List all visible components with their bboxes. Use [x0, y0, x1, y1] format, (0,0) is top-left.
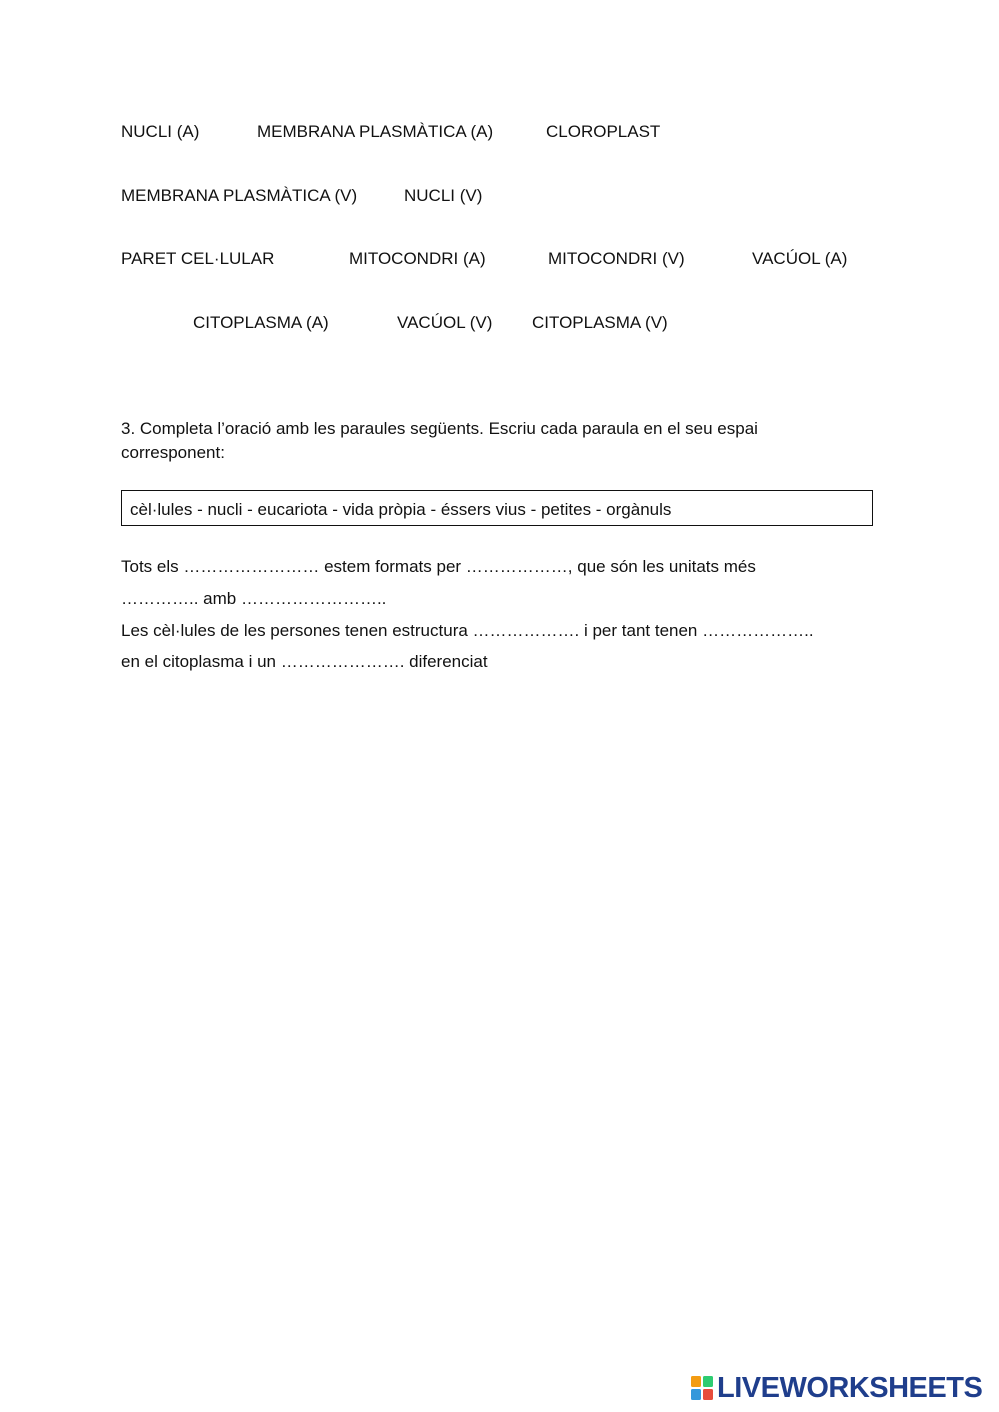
label-paret-cellular: PARET CEL·LULAR [121, 249, 275, 268]
label-nucli-v: NUCLI (V) [404, 186, 483, 205]
label-citoplasma-a: CITOPLASMA (A) [193, 313, 329, 332]
label-nucli-a: NUCLI (A) [121, 122, 200, 141]
label-membrana-plasmatica-a: MEMBRANA PLASMÀTICA (A) [257, 122, 494, 141]
label-mitocondri-a: MITOCONDRI (A) [349, 249, 486, 268]
label-membrana-plasmatica-v: MEMBRANA PLASMÀTICA (V) [121, 186, 358, 205]
sentence-line-4: en el citoplasma i un …………………. diferenciat [121, 652, 488, 671]
logo-text: LIVEWORKSHEETS [717, 1372, 983, 1404]
sentence-line-2: ………….. amb …………………….. [121, 589, 387, 608]
label-vacuol-v: VACÚOL (V) [397, 313, 493, 332]
label-vacuol-a: VACÚOL (A) [752, 249, 848, 268]
exercise-3-instruction: 3. Completa l’oració amb les paraules següents. Escriu cada paraula en el seu espai corresponent: [121, 419, 758, 462]
label-cloroplast: CLOROPLAST [546, 122, 661, 141]
liveworksheets-logo [691, 1372, 982, 1404]
label-mitocondri-v: MITOCONDRI (V) [548, 249, 685, 268]
sentence-line-3: Les cèl·lules de les persones tenen estructura ………………. i per tant tenen ……………….. [121, 621, 814, 640]
live-blocks-icon [691, 1376, 713, 1400]
word-bank-text: cèl·lules - nucli - eucariota - vida pròpia - éssers vius - petites - orgànuls [130, 500, 672, 519]
word-bank-box [121, 490, 873, 526]
label-citoplasma-v: CITOPLASMA (V) [532, 313, 668, 332]
sentence-line-1: Tots els …………………… estem formats per ………………, que són les unitats més [121, 557, 756, 576]
